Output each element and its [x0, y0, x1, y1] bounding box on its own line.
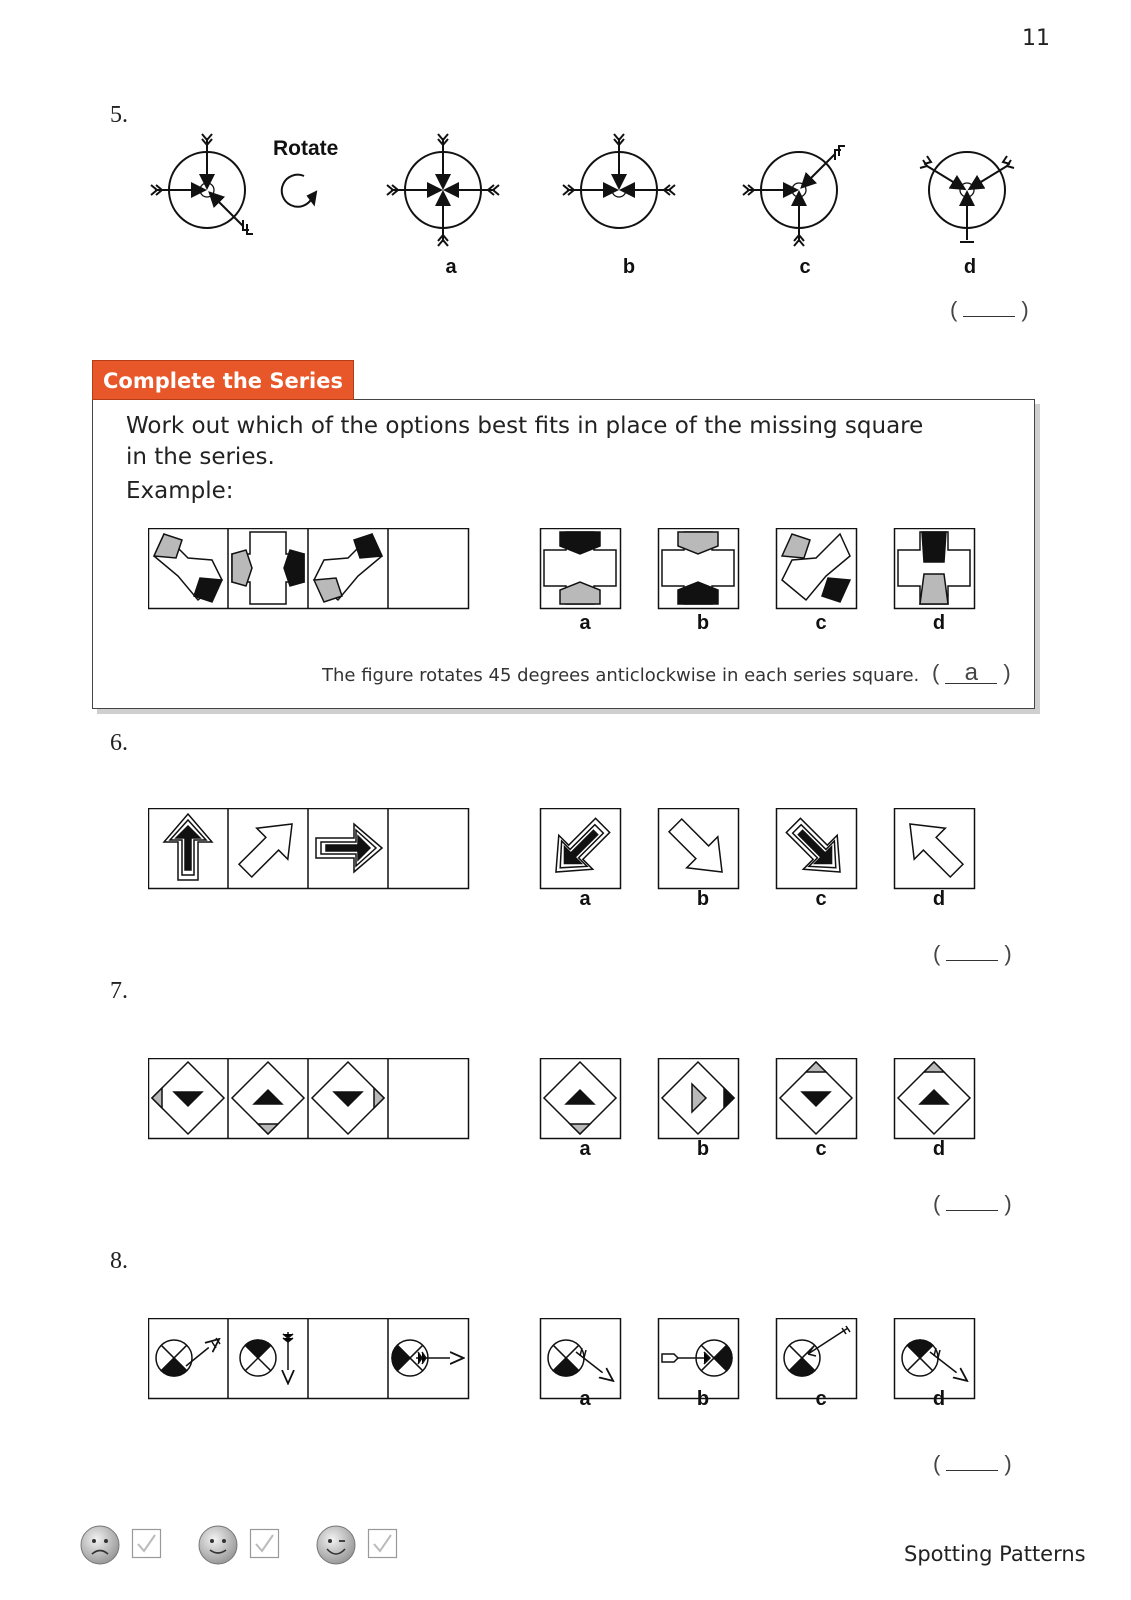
self-assessment [80, 1520, 420, 1570]
question-5-figures [140, 128, 1070, 248]
q7-option-b [659, 1059, 739, 1139]
option-label-b[interactable]: b [696, 1138, 710, 1160]
option-label-b[interactable]: b [696, 1388, 710, 1410]
q5-option-a [387, 134, 499, 246]
q5-main-figure [151, 134, 253, 234]
sad-face-icon [81, 1526, 119, 1564]
q6-option-a [539, 808, 621, 889]
option-label-a[interactable]: a [579, 1388, 591, 1410]
option-label-a[interactable]: a [579, 1138, 591, 1160]
option-label-c[interactable]: c [815, 1138, 827, 1160]
example-option-d [895, 529, 975, 609]
neutral-face-icon [199, 1526, 237, 1564]
q6-option-c [776, 808, 857, 889]
option-label-c[interactable]: c [815, 1388, 827, 1410]
option-label-d[interactable]: d [963, 256, 977, 278]
example-option-label-c: c [815, 612, 827, 634]
q5-option-c [743, 146, 845, 246]
q8-option-a [541, 1319, 621, 1399]
q7-option-c [777, 1059, 857, 1139]
q8-option-c [777, 1319, 857, 1399]
example-option-label-d: d [932, 612, 946, 634]
example-option-b [659, 529, 739, 609]
section-banner: Complete the Series [92, 360, 354, 400]
answer-field-q5[interactable]: ( ) [950, 297, 1029, 322]
checkbox-icon[interactable] [369, 1530, 397, 1558]
q5-option-b [563, 134, 675, 228]
question-6-figures [148, 808, 988, 893]
example-answer-value: a [945, 663, 997, 684]
example-option-label-a: a [579, 612, 591, 634]
q6-option-d [894, 808, 974, 888]
example-explanation: The figure rotates 45 degrees anticlockwise in each series square. [322, 665, 920, 686]
q7-option-d [895, 1059, 975, 1139]
answer-blank[interactable] [963, 296, 1015, 317]
q7-option-a [541, 1059, 621, 1139]
option-label-b[interactable]: b [622, 256, 636, 278]
example-answer: ( a ) [932, 659, 1011, 686]
q6-option-b [659, 809, 739, 889]
option-label-c[interactable]: c [815, 888, 827, 910]
q8-option-b [659, 1319, 739, 1399]
page-number: 11 [1022, 26, 1050, 51]
option-label-d[interactable]: d [932, 888, 946, 910]
option-label-b[interactable]: b [696, 888, 710, 910]
q8-option-d [895, 1319, 975, 1399]
example-label: Example: [126, 478, 234, 504]
rotate-arrow-icon [282, 175, 316, 207]
question-number: 6. [110, 730, 128, 756]
answer-blank[interactable] [946, 940, 998, 961]
option-label-c[interactable]: c [799, 256, 811, 278]
example-option-c [777, 529, 857, 609]
example-option-label-b: b [696, 612, 710, 634]
question-number: 7. [110, 978, 128, 1004]
instructions: Work out which of the options best fits in place of the missing square in the series. [126, 413, 924, 470]
answer-blank[interactable] [946, 1190, 998, 1211]
example-figures [148, 528, 988, 613]
option-label-a[interactable]: a [579, 888, 591, 910]
answer-field-q6[interactable]: ( ) [933, 941, 1012, 966]
option-label-d[interactable]: d [932, 1388, 946, 1410]
option-label-a[interactable]: a [445, 256, 457, 278]
answer-blank[interactable] [946, 1450, 998, 1471]
example-option-a [541, 529, 621, 609]
question-7-figures [148, 1058, 988, 1143]
answer-field-q8[interactable]: ( ) [933, 1451, 1012, 1476]
question-number: 5. [110, 102, 128, 128]
happy-face-icon [317, 1526, 355, 1564]
checkbox-icon[interactable] [251, 1530, 279, 1558]
rotate-label: Rotate [273, 137, 339, 160]
question-8-figures [148, 1318, 988, 1403]
footer-title: Spotting Patterns [904, 1542, 1086, 1566]
answer-field-q7[interactable]: ( ) [933, 1191, 1012, 1216]
q5-option-d [920, 152, 1014, 242]
checkbox-icon[interactable] [133, 1530, 161, 1558]
question-number: 8. [110, 1248, 128, 1274]
option-label-d[interactable]: d [932, 1138, 946, 1160]
